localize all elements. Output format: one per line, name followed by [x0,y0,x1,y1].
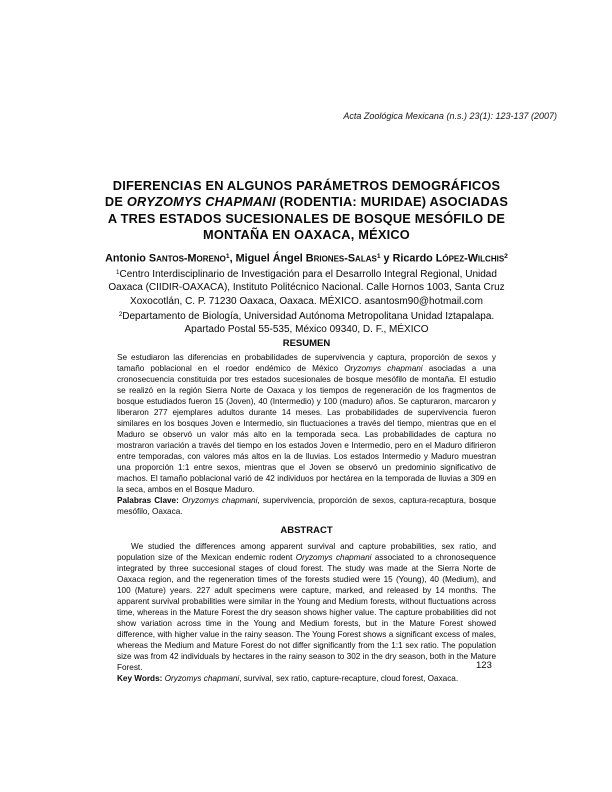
affiliation-line: $^1$Centro Interdisciplinario de Investigación para el Desarrollo Integral Regional, Unidad [116,268,497,281]
title-line-2: DE ORYZOMYS CHAPMANI (RODENTIA: MURIDAE) ASOCIADAS [104,194,509,210]
resumen-heading: RESUMEN [282,337,331,349]
palabras-clave: Palabras Clave: Oryzomys chapmani, supervivencia, proporción de sexos, captura-recaptura, bosque mesófilo, Oaxaca. [117,495,496,516]
resumen-body: Se estudiaron las diferencias en probabilidades de supervivencia y captura, proporción de sexos y tamaño poblacional en el roedor endémico de México Oryzomys chapmani asociadas a una cronosecuencia constituida por tres estados sucesionales de bosque mesófilo de montaña. El estudio se realizó en la región Sierra Norte de Oaxaca y los tiempos de regeneración de los fragmentos de bosque estudiados fueron 15 (Joven), 40 (Intermedio) y 100 (maduro) años. Se capturaron, marcaron y liberaron 277 ejemplares adultos durante 14 meses. Las probabilidades de supervivencia fueron similares en los bosques Joven e Intermedio, sin fluctuaciones a través del tiempo, mientras que en el Maduro se observó un valor más alto en la temporada seca. Las probabilidades de captura no mostraron variación a través del tiempo en los estados Joven e Intermedio, pero en el Maduro difirieron entre temporadas, con valores más altos en la de lluvias. Los estados Intermedio y Maduro muestran una proporción 1:1 entre sexos, mientras que el Joven se observó un predominio significativo de machos. El tamaño poblacional varió de 42 individuos por hectárea en la temporada de lluvias a 309 en la seca, ambos en el Bosque Maduro. [117,352,497,494]
authors-line: Antonio Santos-Moreno$^1$, Miguel Ángel Briones-Salas$^1$ y Ricardo López-Wilchis$^2$ [105,251,508,264]
affiliation-line: Xoxocotlán, C. P. 71230 Oaxaca, Oaxaca. MÉXICO. asantosm90@hotmail.com [130,295,483,307]
front-matter [56,0,557,684]
title-line-1: DIFERENCIAS EN ALGUNOS PARÁMETROS DEMOGRÁFICOS [112,178,501,193]
abstract-body: We studied the differences among apparent survival and capture probabilities, sex ratio, and population size of the Mexican endemic rodent Oryzomys chapmani associated to a chronosequence integrated by three succesional stages of cloud forest. The study was made at the Sierra Norte de Oaxaca region, and the regeneration times of the forests studied were 15 (Young), 40 (Medium), and 100 (Mature) years. 227 adult specimens were capture, marked, and released by 14 months. The apparent survival probabilities were similar in the Young and Medium forests, without fluctuations across time, whereas in the Mature Forest the dry season shows higher value. The capture probabilities did not show variation across time in the Young and Medium forests, but in the Mature Forest showed difference, with higher value in the rainy season. The Young Forest shows a significant excess of males, whereas the Medium and Mature Forest do not differ significantly from the 1:1 sex ratio. The population size was from 42 individuals by hectares in the rainy season to 302 in the dry season, both in the Mature Forest. [117,541,496,672]
key-words: Key Words: Oryzomys chapmani, survival, sex ratio, capture-recapture, cloud forest, Oaxaca. [117,673,459,683]
affiliation-line: $^2$Departamento de Biología, Universidad Autónoma Metropolitana Unidad Iztapalapa. [118,310,495,323]
article-title [56,178,557,244]
affiliations [56,266,557,337]
abstract-heading: ABSTRACT [280,524,333,536]
affiliation-line: Apartado Postal 55-535, México 09340, D. F., MÉXICO [184,324,429,336]
affiliation-line: Oaxaca (CIIDIR-OAXACA), Instituto Politécnico Nacional. Calle Hornos 1003, Santa Cruz [108,282,505,294]
abstract-section [117,541,496,684]
title-line-4: MONTAÑA EN OAXACA, MÉXICO [203,227,410,243]
journal-header: Acta Zoológica Mexicana (n.s.) 23(1): 123-137 (2007) [343,111,557,121]
resumen-section [117,352,496,517]
page-number: 123 [476,660,492,671]
title-line-3: A TRES ESTADOS SUCESIONALES DE BOSQUE MESÓFILO DE [107,210,506,226]
